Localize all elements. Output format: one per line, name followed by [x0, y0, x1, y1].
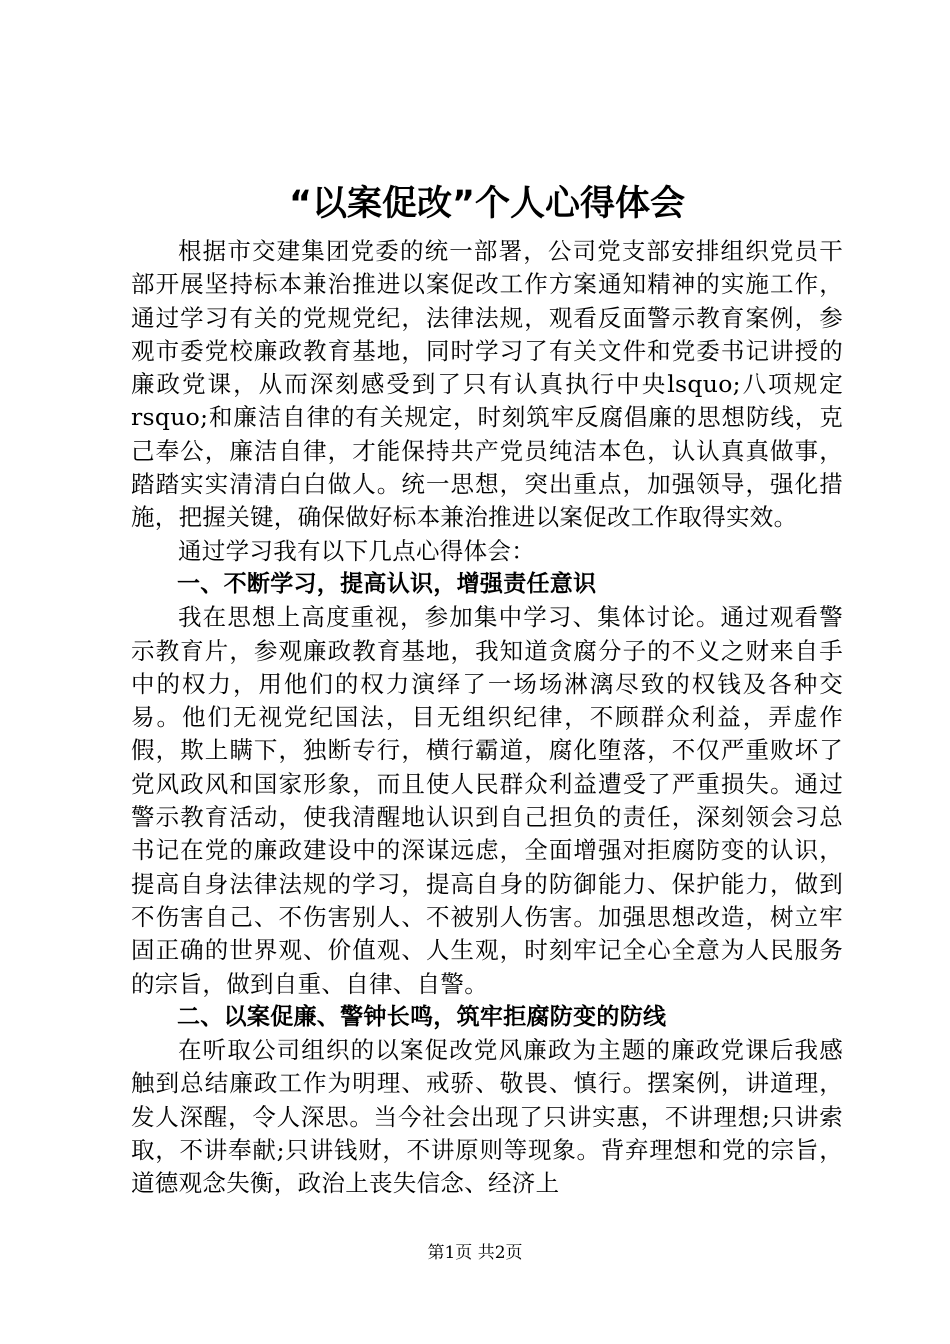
- section-heading-2: 二、以案促廉、警钟长鸣，筑牢拒腐防变的防线: [177, 1003, 667, 1030]
- section-heading-1: 一、不断学习，提高认识，增强责任意识: [177, 570, 597, 597]
- document-body: [131, 235, 843, 1201]
- paragraph-intro: 根据市交建集团党委的统一部署，公司党支部安排组织党员干部开展坚持标本兼治推进以案促改工作方案通知精神的实施工作，通过学习有关的党规党纪，法律法规，观看反面警示教育案例，参观市委党校廉政教育基地，同时学习了有关文件和党委书记讲授的廉政党课，从而深刻感受到了只有认真执行中央lsquo;八项规定rsquo;和廉洁自律的有关规定，时刻筑牢反腐倡廉的思想防线，克己奉公，廉洁自律，才能保持共产党员纯洁本色，认认真真做事，踏踏实实清清白白做人。统一思想，突出重点，加强领导，强化措施，把握关键，确保做好标本兼治推进以案促改工作取得实效。: [131, 237, 843, 532]
- paragraph-lead-in: 通过学习我有以下几点心得体会：: [178, 536, 535, 565]
- page-number-footer: 第1页 共2页: [427, 1243, 523, 1263]
- paragraph-section-2: 在听取公司组织的以案促改党风廉政为主题的廉政党课后我感触到总结廉政工作为明理、戒骄、敬畏、慎行。摆案例，讲道理，发人深醒，令人深思。当今社会出现了只讲实惠，不讲理想;只讲索取，不讲奉献;只讲钱财，不讲原则等现象。背弃理想和党的宗旨，道德观念失衡，政治上丧失信念、经济上: [131, 1036, 843, 1198]
- paragraph-section-1: 我在思想上高度重视，参加集中学习、集体讨论。通过观看警示教育片，参观廉政教育基地，我知道贪腐分子的不义之财来自手中的权力，用他们的权力演绎了一场场淋漓尽致的权钱及各种交易。他们无视党纪国法，目无组织纪律，不顾群众利益，弄虚作假，欺上瞒下，独断专行，横行霸道，腐化堕落，不仅严重败坏了党风政风和国家形象，而且使人民群众利益遭受了严重损失。通过警示教育活动，使我清醒地认识到自己担负的责任，深刻领会习总书记在党的廉政建设中的深谋远虑，全面增强对拒腐防变的认识，提高自身法律法规的学习，提高自身的防御能力、保护能力，做到不伤害自己、不伤害别人、不被别人伤害。加强思想改造，树立牢固正确的世界观、价值观、人生观，时刻牢记全心全意为人民服务的宗旨，做到自重、自律、自警。: [131, 603, 843, 998]
- document-title: “以案促改”个人心得体会: [288, 184, 685, 224]
